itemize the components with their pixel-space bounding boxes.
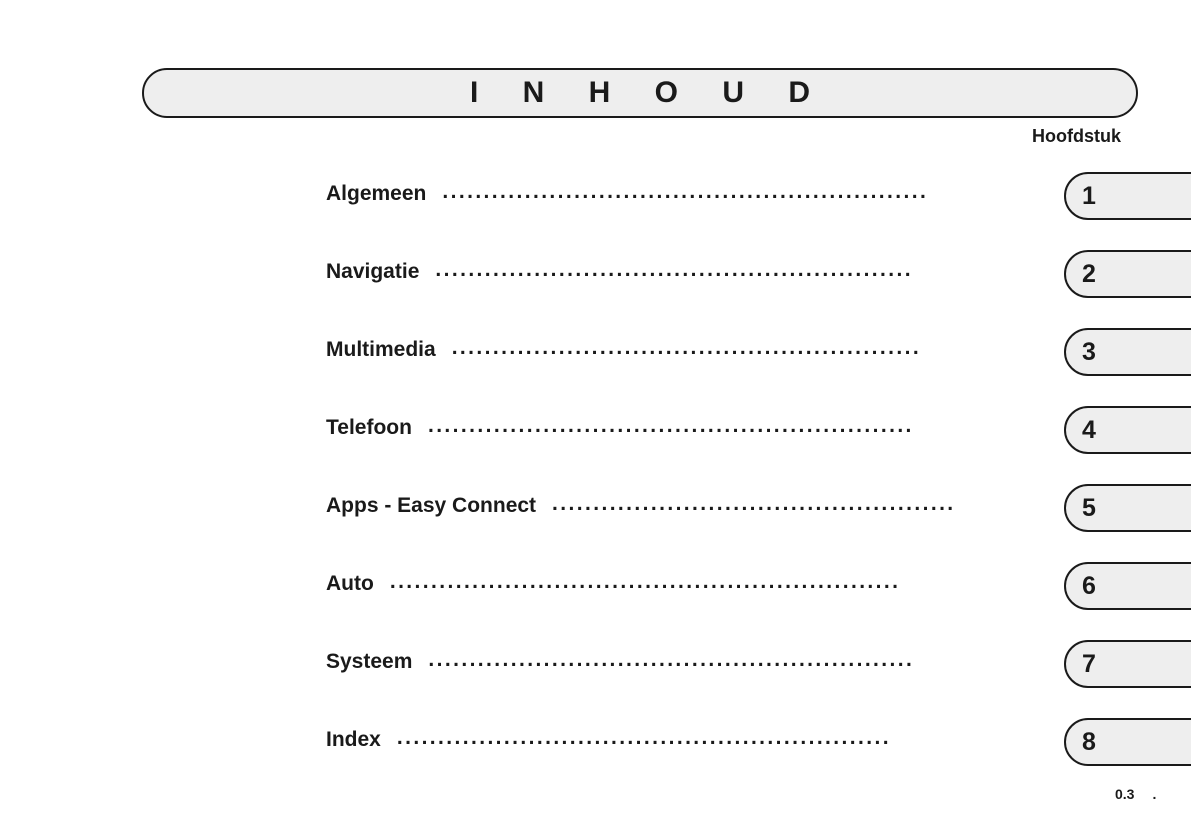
chapter-number: 4	[1082, 415, 1096, 444]
toc-entry-label: Navigatie	[326, 260, 420, 283]
chapter-number: 1	[1082, 181, 1096, 210]
toc-entry[interactable]	[326, 494, 966, 518]
toc-entry[interactable]	[326, 572, 966, 596]
toc-entry[interactable]	[326, 338, 966, 362]
toc-entry-label: Algemeen	[326, 182, 427, 205]
list-item[interactable]	[0, 170, 1191, 248]
chapter-column-header-label: Hoofdstuk	[1032, 126, 1121, 146]
toc-entry-label: Index	[326, 728, 381, 751]
toc-leader-dots: ..........................................................	[435, 258, 913, 281]
list-item[interactable]	[0, 248, 1191, 326]
chapter-tab[interactable]	[1064, 328, 1191, 376]
chapter-tab[interactable]	[1064, 484, 1191, 532]
page-number: 0.3	[1115, 786, 1135, 802]
chapter-column-header	[1032, 126, 1121, 147]
toc-entry-label: Systeem	[326, 650, 413, 673]
chapter-tab[interactable]	[1064, 406, 1191, 454]
table-of-contents	[0, 170, 1191, 794]
list-item[interactable]	[0, 638, 1191, 716]
toc-entry[interactable]	[326, 416, 966, 440]
chapter-tab[interactable]	[1064, 562, 1191, 610]
toc-leader-dots: ...........................................................	[427, 414, 914, 437]
toc-leader-dots: .........................................................	[451, 336, 922, 359]
toc-entry[interactable]	[326, 182, 966, 206]
list-item[interactable]	[0, 326, 1191, 404]
toc-entry-label: Multimedia	[326, 338, 436, 361]
chapter-tab[interactable]	[1064, 250, 1191, 298]
toc-leader-dots: ............................................................	[396, 726, 891, 749]
page-footer	[1115, 786, 1156, 802]
chapter-number: 3	[1082, 337, 1096, 366]
contents-title-banner	[142, 68, 1138, 118]
toc-entry[interactable]	[326, 260, 966, 284]
chapter-tab[interactable]	[1064, 718, 1191, 766]
toc-entry-label: Auto	[326, 572, 374, 595]
chapter-tab[interactable]	[1064, 172, 1191, 220]
toc-entry-label: Apps - Easy Connect	[326, 494, 537, 517]
list-item[interactable]	[0, 482, 1191, 560]
list-item[interactable]	[0, 716, 1191, 794]
chapter-number: 6	[1082, 571, 1096, 600]
toc-entry[interactable]	[326, 650, 966, 674]
toc-leader-dots: ...........................................................	[442, 180, 929, 203]
toc-entry-label: Telefoon	[326, 416, 412, 439]
list-item[interactable]	[0, 404, 1191, 482]
toc-entry[interactable]	[326, 728, 966, 752]
chapter-number: 7	[1082, 649, 1096, 678]
chapter-number: 5	[1082, 493, 1096, 522]
chapter-tab[interactable]	[1064, 640, 1191, 688]
footer-mark: .	[1152, 786, 1157, 802]
chapter-number: 8	[1082, 727, 1096, 756]
toc-leader-dots: ...........................................................	[428, 648, 915, 671]
page-title: I N H O U D	[469, 76, 828, 109]
chapter-number: 2	[1082, 259, 1096, 288]
list-item[interactable]	[0, 560, 1191, 638]
toc-leader-dots: .................................................	[552, 492, 956, 515]
toc-leader-dots: ..............................................................	[389, 570, 901, 593]
